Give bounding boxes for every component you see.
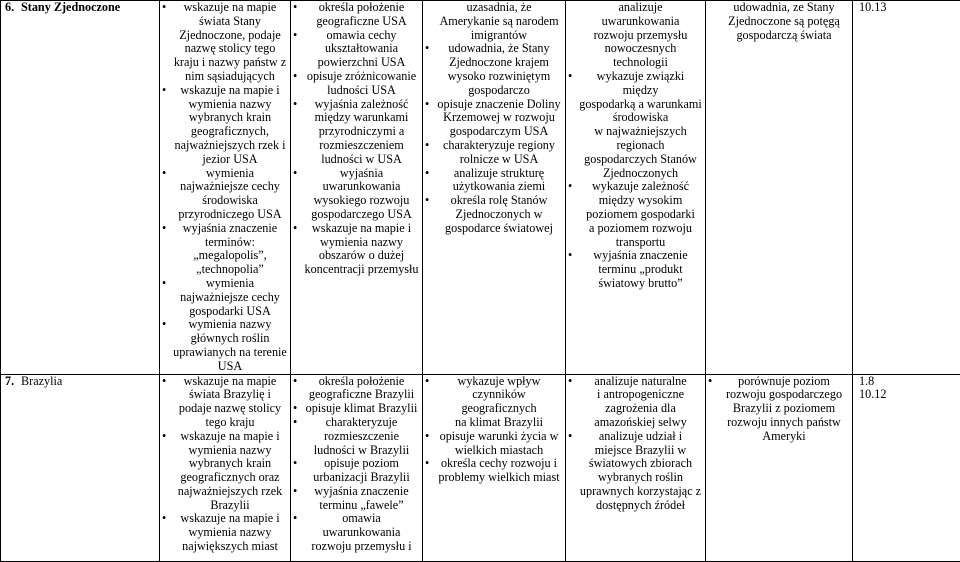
curriculum-code-cell — [853, 374, 960, 561]
list-item: • udowadnia, że Stany — [423, 42, 563, 56]
list-item: nim sąsiadujących — [160, 70, 288, 84]
list-item: użytkowania ziemi — [423, 180, 563, 194]
list-item: • omawia cechy — [291, 29, 420, 43]
requirements-list — [160, 375, 290, 554]
list-item: „technopolia” — [160, 263, 288, 277]
list-item: • wskazuje na mapie — [160, 375, 288, 389]
list-item: przyrodniczego USA — [160, 208, 288, 222]
list-item: rozwoju przemysłu — [566, 29, 703, 43]
list-item: światowych zbiorach — [566, 457, 703, 471]
curriculum-code: 10.12 — [859, 388, 960, 402]
requirements-cell-col4 — [423, 1, 566, 375]
list-item: najważniejsze cechy — [160, 291, 288, 305]
requirements-cell-col6 — [706, 1, 853, 375]
list-item: środowiska — [160, 194, 288, 208]
list-item: między wysokim — [566, 194, 703, 208]
topic-cell — [1, 374, 160, 561]
list-item: czynników geograficznych — [423, 388, 563, 416]
list-item: największych miast — [160, 540, 288, 554]
list-item: ludności w USA — [291, 153, 420, 167]
list-item: Zjednoczone krajem — [423, 56, 563, 70]
list-item: • określa położenie — [291, 375, 420, 389]
list-item: gospodarki USA — [160, 305, 288, 319]
list-item: • wykazuje zależność — [566, 180, 703, 194]
requirements-list — [423, 375, 565, 485]
list-item: w najważniejszych — [566, 125, 703, 139]
list-item: • charakteryzuje regiony — [423, 139, 563, 153]
requirements-list — [706, 1, 852, 42]
list-item: wysokiego rozwoju — [291, 194, 420, 208]
list-item: „megalopolis”, — [160, 249, 288, 263]
list-item: • opisuje klimat Brazylii — [291, 402, 420, 416]
requirements-list — [566, 375, 705, 513]
list-item: a poziomem rozwoju — [566, 222, 703, 236]
curriculum-code: 10.13 — [859, 1, 960, 15]
table-row — [1, 1, 960, 375]
list-item: problemy wielkich miast — [423, 471, 563, 485]
list-item: USA — [160, 360, 288, 374]
list-item: świata Stany — [160, 15, 288, 29]
list-item: geograficzne Brazylii — [291, 388, 420, 402]
list-item: analizuje — [566, 1, 703, 15]
list-item: • wskazuje na mapie i — [160, 512, 288, 526]
list-item: wymienia nazwy — [160, 444, 288, 458]
list-item: tego kraju — [160, 416, 288, 430]
list-item: ludności USA — [291, 84, 420, 98]
list-item: koncentracji przemysłu — [291, 263, 420, 277]
list-item: amazońskiej selwy — [566, 416, 703, 430]
list-item: • analizuje udział i — [566, 430, 703, 444]
list-item: i antropogeniczne — [566, 388, 703, 402]
list-item: uwarunkowania — [291, 526, 420, 540]
requirements-cell-col3 — [291, 374, 423, 561]
list-item: rolnicze w USA — [423, 153, 563, 167]
list-item: Zjednoczone, podaje — [160, 29, 288, 43]
list-item: światowy brutto” — [566, 277, 703, 291]
list-item: • wskazuje na mapie i — [160, 430, 288, 444]
list-item: terminu „fawele” — [291, 499, 420, 513]
requirements-cell-col5 — [566, 374, 706, 561]
list-item: urbanizacji Brazylii — [291, 471, 420, 485]
list-item: Brazylii — [160, 499, 288, 513]
list-item: gospodarczego USA — [291, 208, 420, 222]
list-item: podaje nazwę stolicy — [160, 402, 288, 416]
list-item: gospodarczą świata — [706, 29, 850, 43]
list-item: technologii — [566, 56, 703, 70]
list-item: • opisuje poziom — [291, 457, 420, 471]
list-item: nowoczesnych — [566, 42, 703, 56]
list-item: gospodarką a warunkami — [566, 98, 703, 112]
list-item: geograficznych oraz — [160, 471, 288, 485]
list-item: • wyjaśnia zależność — [291, 98, 420, 112]
list-item: gospodarczym USA — [423, 125, 563, 139]
list-item: • opisuje znaczenie Doliny — [423, 98, 563, 112]
list-item: • analizuje strukturę — [423, 167, 563, 181]
list-item: rozwoju innych państw — [706, 416, 850, 430]
list-item: wysoko rozwiniętym — [423, 70, 563, 84]
list-item: • opisuje warunki życia w — [423, 430, 563, 444]
requirements-list — [423, 1, 565, 236]
list-item: terminu „produkt — [566, 263, 703, 277]
curriculum-code-cell — [853, 1, 960, 375]
requirements-list — [291, 1, 422, 277]
curriculum-code: 1.8 — [859, 375, 960, 389]
list-item: • charakteryzuje — [291, 416, 420, 430]
list-item: wymienia nazwy — [160, 526, 288, 540]
topic-title: Brazylia — [21, 375, 62, 389]
list-item: • wyjaśnia znaczenie — [566, 249, 703, 263]
topic-title: Stany Zjednoczone — [21, 1, 120, 15]
requirements-cell-col6 — [706, 374, 853, 561]
list-item: uprawnych korzystając z — [566, 485, 703, 499]
list-item: • określa cechy rozwoju i — [423, 457, 563, 471]
list-item: Brazylii z poziomem — [706, 402, 850, 416]
list-item: wybranych krain — [160, 457, 288, 471]
list-item: wymienia nazwy — [160, 98, 288, 112]
list-item: gospodarczo — [423, 84, 563, 98]
list-item: geograficznych, — [160, 125, 288, 139]
requirements-list — [291, 375, 422, 554]
list-item: rozmieszczenie — [291, 430, 420, 444]
list-item: terminów: — [160, 236, 288, 250]
list-item: na klimat Brazylii — [423, 416, 563, 430]
list-item: • wyjaśnia znaczenie — [291, 485, 420, 499]
list-item: • wymienia — [160, 167, 288, 181]
topic-number: 7. — [5, 375, 21, 389]
requirements-cell-col3 — [291, 1, 423, 375]
list-item: głównych roślin — [160, 332, 288, 346]
list-item: obszarów o dużej — [291, 249, 420, 263]
list-item: • określa rolę Stanów — [423, 194, 563, 208]
list-item: • wskazuje na mapie i — [160, 84, 288, 98]
list-item: • wskazuje na mapie — [160, 1, 288, 15]
list-item: • wymienia — [160, 277, 288, 291]
list-item: wybranych roślin — [566, 471, 703, 485]
list-item: • omawia — [291, 512, 420, 526]
topic-cell — [1, 1, 160, 375]
requirements-list — [706, 375, 852, 444]
list-item: • porównuje poziom — [706, 375, 850, 389]
topic-number: 6. — [5, 1, 21, 15]
list-item: rozwoju przemysłu i — [291, 540, 420, 554]
list-item: geograficzne USA — [291, 15, 420, 29]
list-item: poziomem gospodarki — [566, 208, 703, 222]
list-item: • opisuje zróżnicowanie — [291, 70, 420, 84]
list-item: uzasadnia, że — [423, 1, 563, 15]
list-item: gospodarce światowej — [423, 222, 563, 236]
requirements-list — [160, 1, 290, 374]
list-item: powierzchni USA — [291, 56, 420, 70]
list-item: przyrodniczymi a — [291, 125, 420, 139]
requirements-cell-col4 — [423, 374, 566, 561]
list-item: udowadnia, ze Stany — [706, 1, 850, 15]
list-item: • wyjaśnia znaczenie — [160, 222, 288, 236]
list-item: imigrantów — [423, 29, 563, 43]
list-item: • wymienia nazwy — [160, 318, 288, 332]
list-item: Zjednoczonych — [566, 167, 703, 181]
requirements-cell-col2 — [160, 1, 291, 375]
list-item: • określa położenie — [291, 1, 420, 15]
list-item: ludności w Brazylii — [291, 444, 420, 458]
list-item: Krzemowej w rozwoju — [423, 111, 563, 125]
list-item: uwarunkowania — [291, 180, 420, 194]
list-item: uwarunkowania — [566, 15, 703, 29]
list-item: najważniejszych rzek — [160, 485, 288, 499]
requirements-cell-col5 — [566, 1, 706, 375]
list-item: transportu — [566, 236, 703, 250]
list-item: • wyjaśnia — [291, 167, 420, 181]
list-item: Ameryki — [706, 430, 850, 444]
list-item: uprawianych na terenie — [160, 346, 288, 360]
list-item: Zjednoczonych w — [423, 208, 563, 222]
list-item: • analizuje naturalne — [566, 375, 703, 389]
list-item: dostępnych źródeł — [566, 499, 703, 513]
list-item: wybranych krain — [160, 111, 288, 125]
list-item: gospodarczych Stanów — [566, 153, 703, 167]
requirements-cell-col2 — [160, 374, 291, 561]
list-item: rozmieszczeniem — [291, 139, 420, 153]
requirements-list — [566, 1, 705, 291]
list-item: kraju i nazwy państw z — [160, 56, 288, 70]
list-item: wielkich miastach — [423, 444, 563, 458]
list-item: ukształtowania — [291, 42, 420, 56]
list-item: zagrożenia dla — [566, 402, 703, 416]
list-item: między warunkami — [291, 111, 420, 125]
list-item: środowiska — [566, 111, 703, 125]
list-item: miejsce Brazylii w — [566, 444, 703, 458]
list-item: • wykazuje związki między — [566, 70, 703, 98]
table-row — [1, 374, 960, 561]
list-item: świata Brazylię i — [160, 388, 288, 402]
list-item: • wskazuje na mapie i — [291, 222, 420, 236]
list-item: najważniejsze cechy — [160, 180, 288, 194]
list-item: Zjednoczone są potęgą — [706, 15, 850, 29]
list-item: regionach — [566, 139, 703, 153]
list-item: nazwę stolicy tego — [160, 42, 288, 56]
list-item: rozwoju gospodarczego — [706, 388, 850, 402]
list-item: jezior USA — [160, 153, 288, 167]
list-item: wymienia nazwy — [291, 236, 420, 250]
list-item: • wykazuje wpływ — [423, 375, 563, 389]
list-item: najważniejszych rzek i — [160, 139, 288, 153]
list-item: Amerykanie są narodem — [423, 15, 563, 29]
